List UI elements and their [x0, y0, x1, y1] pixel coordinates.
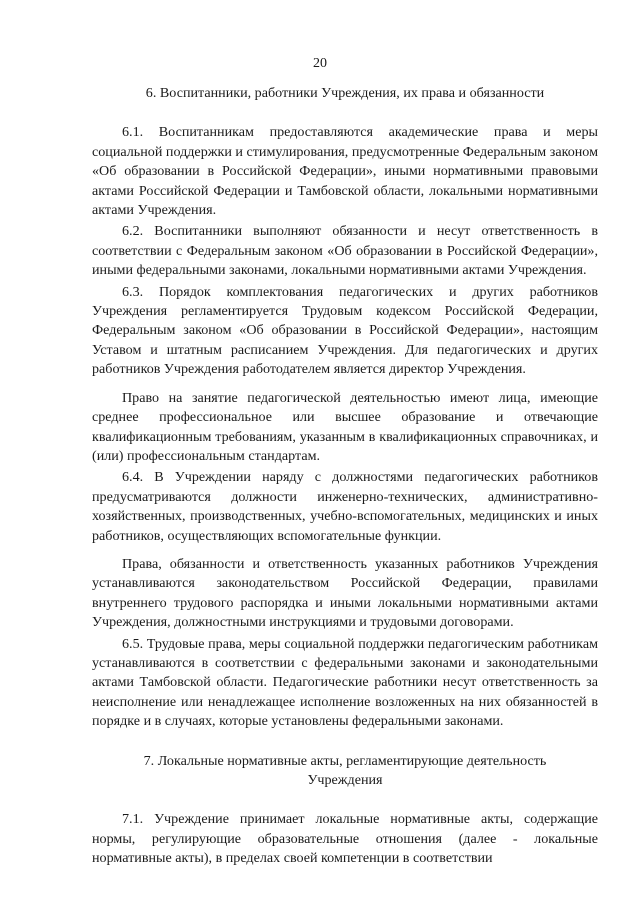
paragraph-6-3-qualification: Право на занятие педагогической деятельностью имеют лица, имеющие среднее профессиональное или высшее образование и отвечающие квалификационным требованиям, указанным в квалификационных справочниках, и (или) профессиональным стандартам.: [92, 389, 598, 464]
section-7-heading: 7. Локальные нормативные акты, регламентирующие деятельность: [143, 752, 547, 769]
section-6-heading: 6. Воспитанники, работники Учреждения, их права и обязанности: [145, 85, 545, 101]
paragraph-6-5: 6.5. Трудовые права, меры социальной поддержки педагогическим работникам устанавливаются в соответствии с федеральными законами и законодательными актами Тамбовской области. Педагогические работники несут ответственность за неисполнение или ненадлежащее исполнение возложенных на них обязанностей в порядке и в случаях, которые установлены федеральными законами.: [92, 635, 598, 730]
document-body: [92, 84, 598, 869]
paragraph-6-4-rights: Права, обязанности и ответственность указанных работников Учреждения устанавливаются законодательством Российской Федерации, правилами внутреннего трудового распорядка и иными локальными нормативными актами Учреждения, должностными инструкциями и трудовыми договорами.: [92, 555, 598, 631]
page-number: 20: [313, 56, 327, 71]
paragraph-6-1: 6.1. Воспитанникам предоставляются академические права и меры социальной поддержки и стимулирования, предусмотренные Федеральным законом «Об образовании в Российской Федерации», иными нормативными правовыми актами Российской Федерации и Тамбовской области, локальными нормативными актами Учреждения.: [92, 124, 598, 219]
section-7-heading-line2: Учреждения: [307, 772, 383, 788]
paragraph-6-4: 6.4. В Учреждении наряду с должностями педагогических работников предусматриваются должности инженерно-технических, административно-хозяйственных, производственных, учебно-вспомогательных, медицинских и иных работников, осуществляющих вспомогательные функции.: [92, 469, 598, 544]
paragraph-6-3: 6.3. Порядок комплектования педагогических и других работников Учреждения регламентируется Трудовым кодексом Российской Федерации, Федеральным законом «Об образовании в Российской Федерации», настоящим Уставом и штатным расписанием Учреждения. Для педагогических и других работников Учреждения работодателем является директор Учреждения.: [92, 283, 598, 378]
paragraph-7-1: 7.1. Учреждение принимает локальные нормативные акты, содержащие нормы, регулирующие образовательные отношения (далее - локальные нормативные акты), в пределах своей компетенции в соответствии: [92, 811, 598, 867]
paragraph-6-2: 6.2. Воспитанники выполняют обязанности и несут ответственность в соответствии с Федеральным законом «Об образовании в Российской Федерации», иными федеральными законами, локальными нормативными актами Учреждения.: [92, 223, 598, 279]
